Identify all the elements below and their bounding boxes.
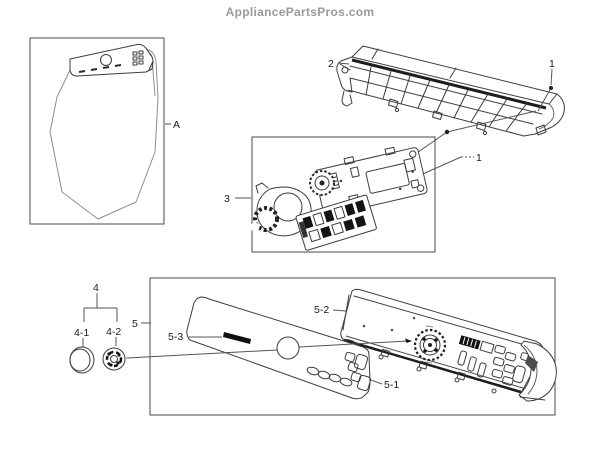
callout-a: A [173, 119, 181, 131]
callout-5-3: 5-3 [168, 331, 184, 343]
callout-5-1: 5-1 [384, 379, 400, 391]
control-panel-box [70, 278, 556, 415]
callout-2: 2 [328, 58, 334, 70]
callout-4-1: 4-1 [74, 327, 90, 339]
front-overlay-panel [187, 297, 372, 399]
site-watermark: AppliancePartsPros.com [225, 5, 375, 19]
washer-dial-icon [101, 55, 112, 66]
leader-line [333, 310, 346, 311]
callout-5: 5 [132, 318, 138, 330]
board-box [224, 111, 536, 252]
thumbnail-box [30, 38, 180, 224]
frame-assembly [328, 46, 564, 136]
rear-control-panel [341, 289, 557, 401]
callout-3: 3 [224, 193, 230, 205]
pcb-assembly [251, 142, 428, 251]
callout-5-2: 5-2 [314, 304, 330, 316]
callout-1-frame: 1 [549, 58, 555, 70]
callout-1-board: 1 [476, 152, 482, 164]
frame-left-cap [337, 57, 352, 106]
callout-4-2: 4-2 [106, 326, 122, 338]
rotary-encoder [310, 171, 334, 195]
washer-thumbnail [50, 44, 158, 219]
callout-4: 4 [93, 282, 99, 294]
selector-knob [103, 348, 125, 370]
leader-line [371, 380, 382, 384]
knob-hole [277, 337, 299, 359]
